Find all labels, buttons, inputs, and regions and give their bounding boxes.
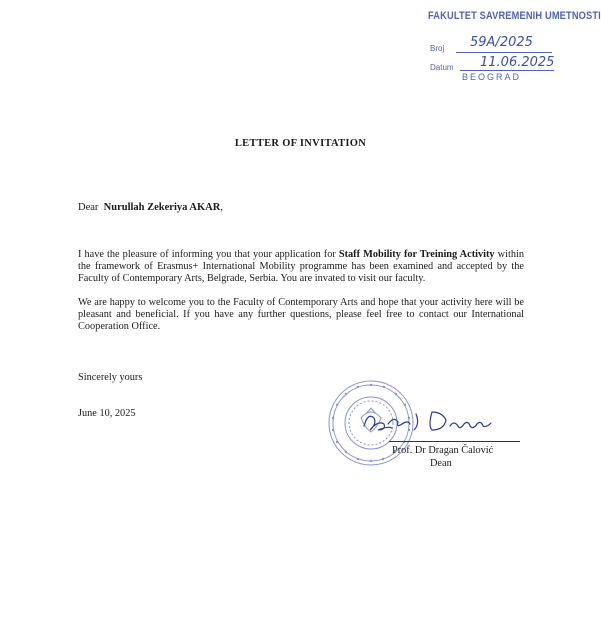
- mobility-activity-name: Staff Mobility for Treining Activity: [338, 249, 495, 260]
- registry-stamp: [420, 6, 601, 86]
- signature-line: [389, 441, 520, 442]
- letter-date: June 10, 2025: [78, 408, 136, 419]
- salutation-prefix: Dear: [78, 202, 99, 213]
- registry-number-line: [456, 52, 552, 53]
- paragraph1-start: I have the pleasure of informing you that your application for: [78, 249, 336, 260]
- paragraph-application: [78, 249, 524, 286]
- recipient-name: Nurullah Zekeriya AKAR: [103, 202, 221, 213]
- handwritten-signature: [358, 400, 508, 440]
- registry-date-value: 11.06.2025: [480, 55, 555, 70]
- closing: Sincerely yours: [78, 372, 143, 383]
- paragraph1-end: within the framework of Erasmus+ International Mobility programme has been examined and accepted by the Faculty of Contemporary Arts, Belgrade, Serbia. You are invated to visit our faculty.: [78, 249, 524, 285]
- signer-title: Dean: [430, 458, 452, 469]
- registry-stamp-city: BEOGRAD: [462, 72, 522, 82]
- registry-stamp-institution: FAKULTET SAVREMENIH UMETNOSTI: [428, 10, 601, 22]
- signer-name: Prof. Dr Dragan Čalović: [392, 445, 494, 456]
- registry-date-label: Datum: [430, 63, 454, 72]
- registry-number-label: Broj: [430, 44, 445, 53]
- salutation-suffix: ,: [220, 202, 223, 213]
- paragraph-welcome: We are happy to welcome you to the Faculty of Contemporary Arts and hope that your activity here will be pleasant and beneficial. If you have any further questions, please feel free to contact our International Cooperation Office.: [78, 297, 524, 333]
- registry-number-value: 59A/2025: [470, 35, 533, 50]
- salutation: [78, 202, 223, 213]
- letter-title: LETTER OF INVITATION: [234, 138, 367, 149]
- registry-date-line: [460, 70, 554, 71]
